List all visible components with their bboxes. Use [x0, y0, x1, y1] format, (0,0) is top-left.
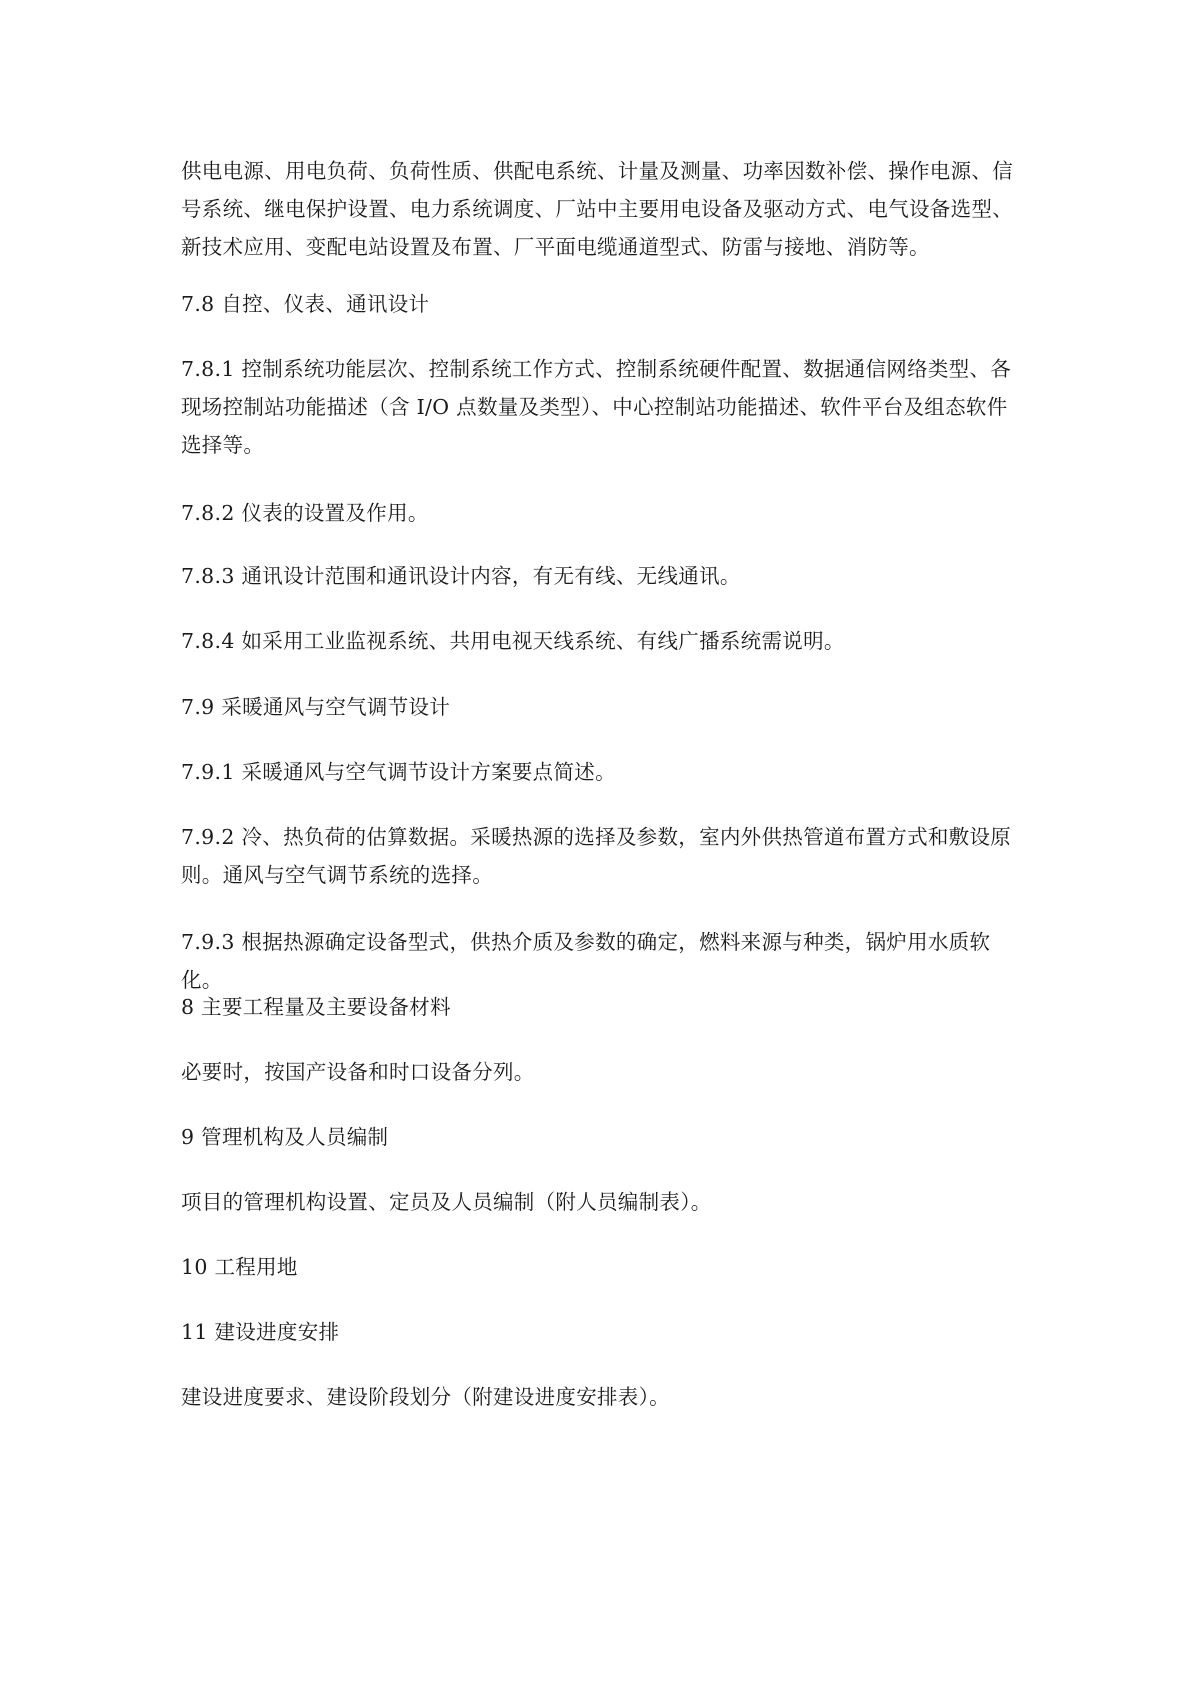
paragraph-electrical-scope: 供电电源、用电负荷、负荷性质、供配电系统、计量及测量、功率因数补偿、操作电源、信号系统、继电保护设置、电力系统调度、厂站中主要用电设备及驱动方式、电气设备选型、新技术应用、变配电站设置及布置、厂平面电缆通道型式、防雷与接地、消防等。 — [181, 159, 1013, 259]
heading-8: 8 主要工程量及主要设备材料 — [181, 995, 451, 1019]
paragraph-9-body: 项目的管理机构设置、定员及人员编制（附人员编制表）。 — [181, 1190, 712, 1214]
heading-11: 11 建设进度安排 — [181, 1320, 340, 1344]
heading-7-9: 7.9 采暖通风与空气调节设计 — [181, 695, 451, 719]
paragraph-7-8-4: 7.8.4 如采用工业监视系统、共用电视天线系统、有线广播系统需说明。 — [181, 629, 845, 653]
heading-7-8: 7.8 自控、仪表、通讯设计 — [181, 292, 430, 316]
paragraph-7-8-3: 7.8.3 通讯设计范围和通讯设计内容，有无有线、无线通讯。 — [181, 564, 741, 588]
paragraph-8-body: 必要时，按国产设备和时口设备分列。 — [181, 1060, 535, 1084]
paragraph-7-8-2: 7.8.2 仪表的设置及作用。 — [181, 501, 429, 525]
paragraph-7-8-1: 7.8.1 控制系统功能层次、控制系统工作方式、控制系统硬件配置、数据通信网络类型、各现场控制站功能描述（含 I/O 点数量及类型）、中心控制站功能描述、软件平台及组态软件选择等。 — [181, 357, 1012, 457]
paragraph-7-9-2: 7.9.2 冷、热负荷的估算数据。采暖热源的选择及参数，室内外供热管道布置方式和敷设原则。通风与空气调节系统的选择。 — [181, 825, 1012, 887]
paragraph-11-body: 建设进度要求、建设阶段划分（附建设进度安排表）。 — [181, 1385, 670, 1409]
paragraph-7-9-1: 7.9.1 采暖通风与空气调节设计方案要点简述。 — [181, 760, 616, 784]
heading-10: 10 工程用地 — [181, 1255, 298, 1279]
paragraph-7-9-3: 7.9.3 根据热源确定设备型式，供热介质及参数的确定，燃料来源与种类，锅炉用水质软化。 — [181, 930, 991, 992]
heading-9: 9 管理机构及人员编制 — [181, 1125, 389, 1149]
